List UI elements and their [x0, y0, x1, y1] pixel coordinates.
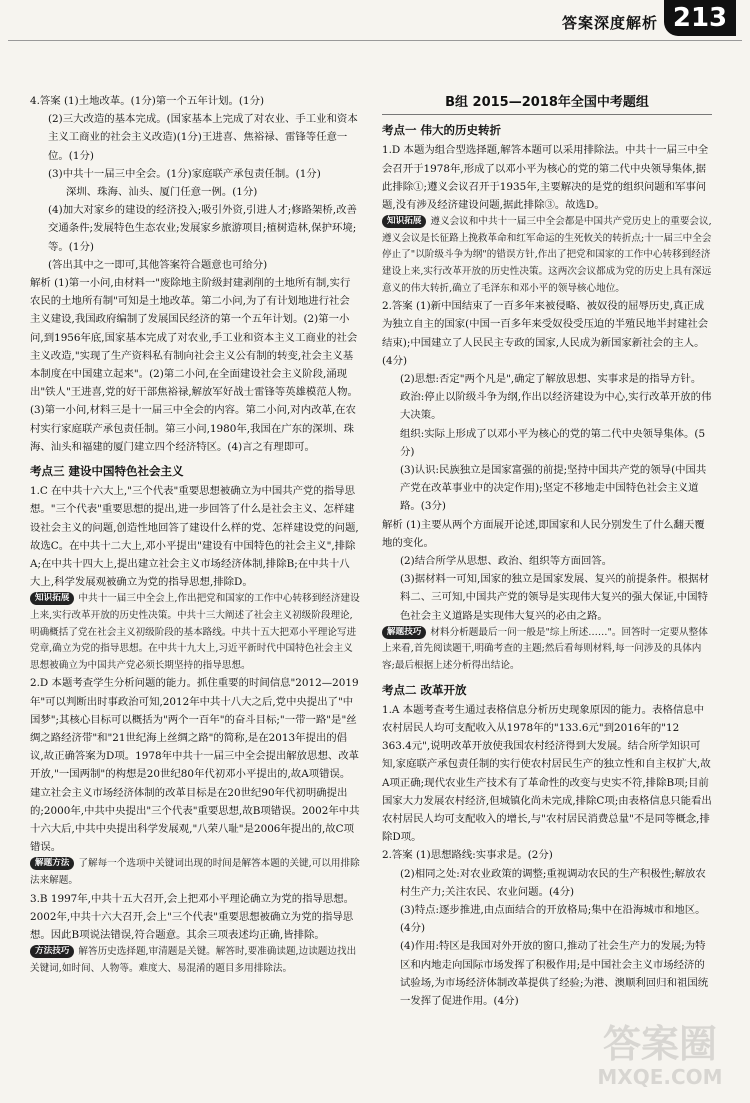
header-title: 答案深度解析	[561, 14, 658, 32]
answer-paragraph	[30, 674, 360, 856]
paragraph-text: 4.答案 (1)土地改革。(1分)第一个五年计划。(1分)	[30, 95, 265, 107]
paragraph-text: (2)相同之处:对农业政策的调整;重视调动农民的生产积极性;解放农村生产力;关注农民、农业问题。(4分)	[400, 867, 706, 898]
right-column	[382, 92, 712, 1010]
paragraph-text: 2.答案 (1)新中国结束了一百多年来被侵略、被奴役的屈辱历史,真正成为独立自主的国家(中国一百多年来受奴役受压迫的半殖民地半封建社会结束);中国建立了人民民主专政的国家,人民成为新国家新社会的主人。(4分)	[382, 300, 709, 367]
answer-paragraph	[382, 461, 712, 516]
watermark-logo	[590, 1023, 730, 1093]
paragraph-text: 考点一 伟大的历史转折	[382, 123, 502, 138]
paragraph-text: 政治:停止以阶级斗争为纲,作出以经济建设为中心,实行改革开放的伟大决策。	[400, 391, 712, 422]
tip-tag: 知识拓展	[30, 592, 74, 605]
answer-paragraph	[382, 865, 712, 901]
paragraph-text: 1.C 在中共十六大上,"三个代表"重要思想被确立为中国共产党的指导思想。"三个代表"重要思想的提出,进一步回答了什么是社会主义、怎样建设社会主义的问题,创造性地回答了建设什么样的党、怎样建设党的问题,故选C。在中共十二大上,邓小平提出"建设有中国特色的社会主义",排除A;在中共十四大上,提出建立社会主义市场经济体制,排除B;在中共十八大上,科学发展观被确立为党的指导思想,排除D。	[30, 485, 359, 589]
answer-paragraph	[382, 937, 712, 1010]
tip-tag: 解题技巧	[382, 626, 426, 639]
paragraph-text: (3)认识:民族独立是国家富强的前提;坚持中国共产党的领导(中国共产党在改革事业中的决定作用);坚定不移地走中国特色社会主义道路。(3分)	[400, 464, 707, 513]
tip-tag: 知识拓展	[382, 215, 426, 228]
paragraph-text: 遵义会议和中共十一届三中全会都是中国共产党历史上的重要会议,遵义会议是长征路上挽救革命和红军命运的生死攸关的转折点;十一届三中全会停止了"以阶级斗争为纲"的错误方针,作出了把党和国家的工作中心转移到经济建设上来,实行改革开放的历史性决策。这两次会议都成为党的历史上具有深远意义的伟大转折,确立了毛泽东和邓小平的领导核心地位。	[382, 216, 712, 294]
page-number: 213	[664, 0, 736, 36]
paragraph-text: 考点三 建设中国特色社会主义	[30, 464, 184, 479]
section-heading	[382, 681, 712, 699]
answer-paragraph	[382, 570, 712, 625]
tip-tag: 方法技巧	[30, 945, 74, 958]
paragraph-text: B组 2015—2018年全国中考题组	[445, 95, 649, 110]
paragraph-text: 材料分析题最后一问一般是"综上所述……"。回答时一定要从整体上来看,首先阅读题干,明确考查的主题;然后看每则材料,每一问涉及的具体内容;最后根据上述分析得出结论。	[382, 626, 708, 672]
paragraph-text: 解答历史选择题,审清题是关键。解答时,要准确读题,边读题边找出关键词,如时间、人物等。难度大、易混淆的题目多用排除法。	[30, 946, 357, 974]
paragraph-text: 解析 (1)第一小问,由材料一"废除地主阶级封建剥削的土地所有制,实行农民的土地所有制"可知是土地改革。第二小问,为了有计划地进行社会主义建设,我国政府编制了发展国民经济的第一个五年计划。(2)第一小问,到1956年底,国家基本完成了对农业,手工业和资本主义工商业的社会主义改造,"实现了生产资料私有制向社会主义公有制的转变,社会主义基本制度在中国建立起来"。(2)第二小问,在全面建设社会主义阶段,涌现出"铁人"王进喜,党的好干部焦裕禄,解放军好战士雷锋等英雄模范人物。(3)第一小问,材料三是十一届三中全会的内容。第二小问,对内改革,在农村实行家庭联产承包责任制。第三小问,1980年,我国在广东的深圳、珠海、汕头和福建的厦门建立四个经济特区。(4)言之有理即可。	[30, 277, 358, 453]
answer-paragraph	[382, 846, 712, 864]
section-heading	[30, 462, 360, 480]
paragraph-text: 了解每一个选项中关键词出现的时间是解答本题的关键,可以用排除法来解题。	[30, 858, 360, 887]
answer-paragraph	[382, 552, 712, 570]
answer-paragraph	[382, 516, 712, 552]
paragraph-text: 解析 (1)主要从两个方面展开论述,即国家和人民分别发生了什么翻天覆地的变化。	[382, 518, 705, 549]
answer-paragraph	[382, 425, 712, 461]
tip-box	[30, 944, 360, 977]
answer-paragraph	[30, 92, 360, 110]
tip-box	[382, 625, 712, 675]
answer-paragraph	[382, 701, 712, 847]
paragraph-text: 2.答案 (1)思想路线:实事求是。(2分)	[382, 849, 553, 862]
paragraph-text: 组织:实际上形成了以邓小平为核心的党的第二代中央领导集体。(5分)	[400, 427, 706, 458]
paragraph-text: 1.A 本题考查考生通过表格信息分析历史现象原因的能力。表格信息中农村居民人均可支配收入从1978年的"133.6元"到2016年的"12 363.4元",说明改革开放使我国农村经济得到大发展。结合所学知识可知,家庭联产承包责任制的实行使农村居民生产的独立性和自主权扩大,故A项正确;现代农业生产技术有了革命性的改变与史实不符,排除B项;目前国家大力发展农村经济,但城镇化尚未完成,排除C项;由表格信息只能看出农村居民人均可支配收入的增长,与"农村居民消费总量"不是同等概念,排除D项。	[382, 703, 712, 844]
group-title	[382, 92, 712, 115]
page-header	[0, 0, 750, 38]
paragraph-text: (3)中共十一届三中全会。(1分)家庭联产承包责任制。(1分)	[48, 167, 321, 180]
answer-paragraph	[30, 110, 360, 165]
tip-box	[30, 591, 360, 674]
left-column	[30, 92, 360, 977]
paragraph-text: 深圳、珠海、汕头、厦门任意一例。(1分)	[66, 186, 258, 199]
tip-box	[382, 214, 712, 297]
answer-paragraph	[30, 482, 360, 591]
tip-box	[30, 856, 360, 889]
header-divider	[8, 40, 742, 41]
paragraph-text: 中共十一届三中全会上,作出把党和国家的工作中心转移到经济建设上来,实行改革开放的历史性决策。中共十三大阐述了社会主义初级阶段理论,明确概括了党在社会主义初级阶段的基本路线。中共十五大把邓小平理论写进党章,确立为党的指导思想。在中共十九大上,习近平新时代中国特色社会主义思想被确立为中国共产党必须长期坚持的指导思想。	[30, 593, 360, 671]
paragraph-text: 3.B 1997年,中共十五大召开,会上把邓小平理论确立为党的指导思想。2002年,中共十六大召开,会上"三个代表"重要思想被确立为党的指导思想。因此B项说法错误,符合题意。其余三项表述均正确,皆排除。	[30, 892, 355, 942]
paragraph-text: (3)特点:逐步推进,由点面结合的开放格局;集中在沿海城市和地区。(4分)	[400, 904, 706, 935]
paragraph-text: (3)据材料一可知,国家的独立是国家发展、复兴的前提条件。根据材料二、三可知,中国共产党的领导是实现伟大复兴的强大保证,中国特色社会主义道路是实现伟大复兴的必由之路。	[400, 573, 709, 622]
paragraph-text: (2)三大改造的基本完成。(国家基本上完成了对农业、手工业和资本主义工商业的社会主义改造)(1分)王进喜、焦裕禄、雷锋等任意一位。(1分)	[48, 113, 358, 162]
tip-tag: 解题方法	[30, 857, 74, 870]
answer-paragraph	[382, 370, 712, 388]
answer-paragraph	[30, 256, 360, 274]
answer-paragraph	[30, 274, 360, 456]
answer-paragraph	[382, 901, 712, 937]
watermark-text: 答案圈	[602, 1022, 717, 1066]
answer-paragraph	[382, 297, 712, 370]
answer-paragraph	[30, 183, 360, 201]
paragraph-text: (2)结合所学从思想、政治、组织等方面回答。	[400, 555, 613, 568]
paragraph-text: (2)思想:否定"两个凡是",确定了解放思想、实事求是的指导方针。	[400, 373, 702, 385]
watermark-url: MXQE.COM	[597, 1065, 723, 1089]
answer-paragraph	[382, 388, 712, 424]
paragraph-text: (4)加大对家乡的建设的经济投入;吸引外资,引进人才;修路架桥,改善交通条件;发展特色生态农业;发展家乡旅游项目;植树造林,保护环境;等。(1分)	[48, 204, 357, 253]
answer-paragraph	[30, 201, 360, 256]
paragraph-text: (答出其中之一即可,其他答案符合题意也可给分)	[48, 258, 268, 271]
answer-paragraph	[30, 165, 360, 183]
answer-paragraph	[30, 890, 360, 945]
paragraph-text: 2.D 本题考查学生分析问题的能力。抓住重要的时间信息"2012—2019年"可以判断出时事政治可知,2012年中共十八大之后,党中央提出了"中国梦";其核心目标可以概括为"两个一百年"的奋斗目标;"一带一路"是"丝绸之路经济带"和"21世纪海上丝绸之路"的简称,是在2013年提出的倡议,故正确答案为D项。1978年中共十一届三中全会提出解放思想、改革开放,"一国两制"的构想是20世纪80年代初邓小平提出的,故A项错误。建立社会主义市场经济体制的改革目标是在20世纪90年代初明确提出的;2000年,中共中央提出"三个代表"重要思想,故B项错误。2002年中共十六大后,中共中央提出科学发展观,"八荣八耻"是2006年提出的,故C项错误。	[30, 677, 360, 854]
paragraph-text: 1.D 本题为组合型选择题,解答本题可以采用排除法。中共十一届三中全会召开于1978年,形成了以邓小平为核心的党的第二代中央领导集体,据此排除①;遵义会议召开于1935年,主要解决的是党的组织问题和军事问题,没有涉及经济建设问题,据此排除③。故选D。	[382, 144, 709, 212]
paragraph-text: (4)作用:特区是我国对外开放的窗口,推动了社会生产力的发展;为特区和内地走向国际市场发挥了积极作用;是中国社会主义市场经济的试验场,为市场经济体制改革提供了经验;为港、澳顺利回归和祖国统一发挥了促进作用。(4分)	[400, 940, 709, 1008]
paragraph-text: 考点二 改革开放	[382, 682, 467, 697]
section-heading	[382, 121, 712, 139]
answer-paragraph	[382, 141, 712, 214]
